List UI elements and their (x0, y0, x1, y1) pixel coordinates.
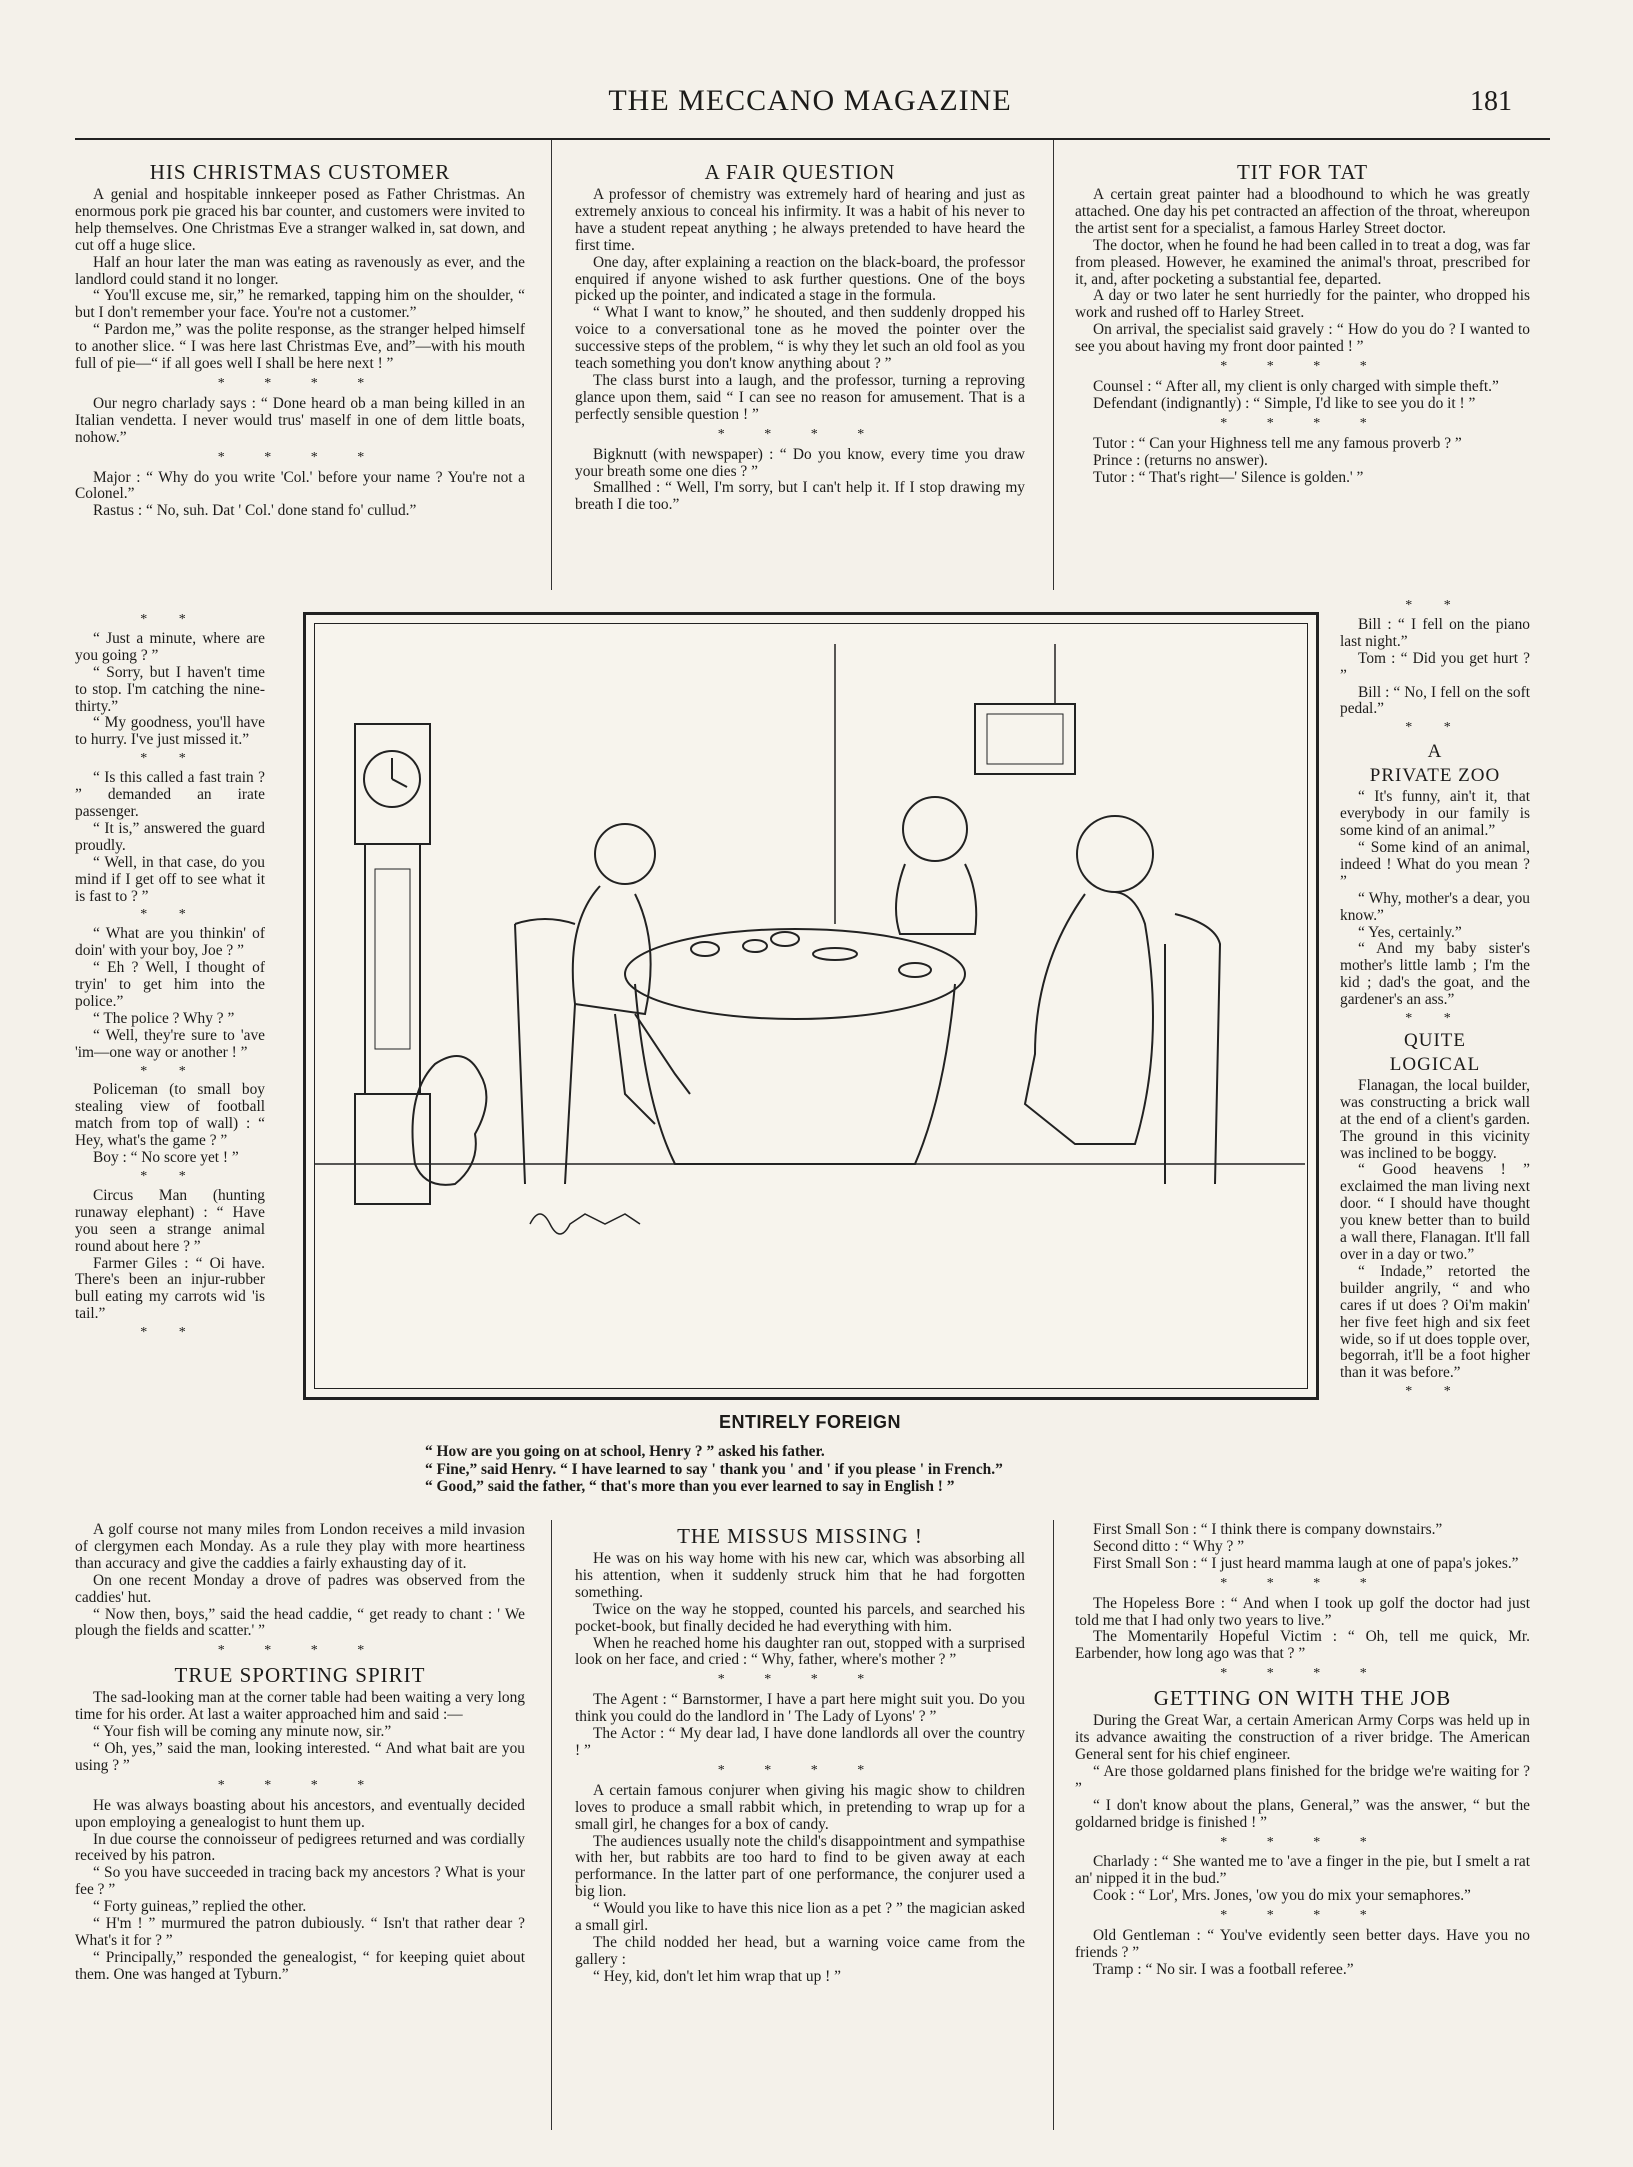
paragraph: Our negro charlady says : “ Done heard ob a man being killed in an Italian vendetta. I never would trus' maself in one of dem little boats, nohow.” (75, 394, 525, 446)
paragraph: He was on his way home with his new car, which was absorbing all his attention, when it suddenly struck him that he had forgotten something. (575, 1550, 1025, 1601)
article-his-christmas-customer (75, 160, 525, 520)
paragraph: “ Well, in that case, do you mind if I get off to see what it is fast to ? ” (75, 853, 265, 905)
paragraph: When he reached home his daughter ran out, stopped with a surprised look on her face, and cried : “ Why, father, where's mother ? ” (575, 1634, 1025, 1669)
paragraph: The sad-looking man at the corner table had been waiting a very long time for his order. At last a waiter approached him and said :— (75, 1689, 525, 1724)
paragraph: Smallhed : “ Well, I'm sorry, but I can't help it. If I stop drawing my breath I die too.” (575, 479, 1025, 514)
paragraph: One day, after explaining a reaction on the black-board, the professor enquired if anyone wished to ask further questions. One of the boys picked up the pointer, and indicated a stage in the formula. (575, 253, 1025, 305)
cartoon-frame (314, 623, 1308, 1389)
article-title: TIT FOR TAT (1236, 160, 1369, 184)
paragraph: Second ditto : “ Why ? ” (1093, 1537, 1245, 1555)
paragraph: A professor of chemistry was extremely hard of hearing and just as extremely anxious to conceal his infirmity. It was a habit of his never to have a student repeat anything ; he always pretended to have heard the first time. (575, 186, 1025, 254)
column-divider (1053, 140, 1054, 590)
paragraph: He was always boasting about his ancestors, and eventually decided upon employing a genealogist to hunt them up. (75, 1796, 525, 1831)
separator-stars: * * (1405, 720, 1465, 736)
paragraph: “ Why, mother's a dear, you know.” (1340, 889, 1530, 924)
separator-stars: * * (140, 612, 200, 627)
paragraph: In due course the connoisseur of pedigrees returned and was cordially received by his patron. (75, 1830, 525, 1865)
paragraph: “ Forty guineas,” replied the other. (93, 1898, 307, 1916)
separator-stars: * * * * (1220, 1834, 1385, 1850)
paragraph: A day or two later he sent hurriedly for the painter, who dropped his work and rushed off to Harley Street. (1075, 287, 1530, 322)
paragraph: Farmer Giles : “ Oi have. There's been an injur-rubber bull eating my carrots wid 'is tail.” (75, 1254, 265, 1323)
paragraph: First Small Son : “ I think there is company downstairs.” (1093, 1521, 1443, 1538)
paragraph: Boy : “ No score yet ! ” (93, 1149, 239, 1167)
paragraph: Tutor : “ That's right—' Silence is golden.' ” (1093, 468, 1364, 486)
column-divider (551, 1520, 552, 2130)
article-title-line: A (1427, 741, 1443, 763)
paragraph: Charlady : “ She wanted me to 'ave a finger in the pie, but I smelt a rat an' nipped it in the bud.” (1075, 1853, 1530, 1888)
paragraph: Bill : “ No, I fell on the soft pedal.” (1340, 683, 1530, 718)
paragraph: Counsel : “ After all, my client is only charged with simple theft.” (1093, 377, 1499, 395)
caption-line: “ Good,” said the father, “ that's more than you ever learned to say in English ! ” (425, 1478, 955, 1495)
paragraph: Half an hour later the man was eating as ravenously as ever, and the landlord could stand it no longer. (75, 253, 525, 288)
separator-stars: * * * * (217, 1643, 383, 1659)
magazine-title: THE MECCANO MAGAZINE (608, 84, 1012, 117)
paragraph: “ Just a minute, where are you going ? ” (75, 629, 265, 664)
paragraph: Major : “ Why do you write 'Col.' before your name ? You're not a Colonel.” (75, 468, 525, 503)
paragraph: The Hopeless Bore : “ And when I took up golf the doctor had just told me that I had only two years to live.” (1075, 1594, 1530, 1629)
paragraph: During the Great War, a certain American Army Corps was held up in its advance awaiting the construction of a river bridge. The American General sent for his chief engineer. (1075, 1712, 1530, 1763)
right-sidebar-jokes (1340, 596, 1530, 1403)
bottom-column-3 (1075, 1522, 1530, 1979)
paragraph: A genial and hospitable innkeeper posed as Father Christmas. An enormous pork pie graced his bar counter, and customers were invited to help themselves. One Christmas Eve a stranger walked in, sat down, and cut off a huge slice. (75, 186, 525, 254)
paragraph: The child nodded her head, but a warning voice came from the gallery : (575, 1933, 1025, 1968)
paragraph: “ So you have succeeded in tracing back my ancestors ? What is your fee ? ” (75, 1864, 525, 1899)
separator-stars: * * * * (1220, 359, 1385, 375)
separator-stars: * * (140, 907, 200, 923)
paragraph: “ Good heavens ! ” exclaimed the man living next door. “ I should have thought you knew better than to build a wall there, Flanagan. It'll fall over in a day or two.” (1340, 1161, 1530, 1263)
article-title: TRUE SPORTING SPIRIT (174, 1663, 426, 1688)
caption-line: “ How are you going on at school, Henry ? ” asked his father. (425, 1443, 825, 1460)
paragraph: On arrival, the specialist said gravely : “ How do you do ? I wanted to see you about having my front door painted ! ” (1075, 321, 1530, 356)
paragraph: Old Gentleman : “ You've evidently seen better days. Have you no friends ? ” (1075, 1927, 1530, 1961)
separator-stars: * * (1405, 1384, 1465, 1400)
paragraph: Policeman (to small boy stealing view of football match from top of wall) : “ Hey, what's the game ? ” (75, 1081, 265, 1150)
paragraph: On one recent Monday a drove of padres was observed from the caddies' hut. (75, 1571, 525, 1606)
separator-stars: * * (140, 1169, 200, 1184)
cartoon-illustration (303, 612, 1319, 1400)
separator-stars: * * * * (1220, 1908, 1385, 1924)
separator-stars: * * * * (217, 375, 383, 391)
paragraph: “ What I want to know,” he shouted, and then suddenly dropped his voice to a conversational tone as he moved the pointer over the successive steps of the problem, “ is why they let such an old fool as you teach something you don't know anything about ? ” (575, 304, 1025, 373)
bottom-column-1 (75, 1522, 525, 1984)
paragraph: Bill : “ I fell on the piano last night.” (1340, 615, 1530, 650)
paragraph: “ And my baby sister's mother's little lamb ; I'm the kid ; dad's the goat, and the gardener's an ass.” (1340, 940, 1530, 1009)
page-number: 181 (1470, 86, 1512, 117)
paragraph: “ I don't know about the plans, General,” was the answer, “ but the goldarned bridge is finished ! ” (1075, 1796, 1530, 1831)
separator-stars: * * (1405, 1011, 1465, 1027)
paragraph: “ Hey, kid, don't let him wrap that up ! ” (593, 1967, 841, 1985)
paragraph: Cook : “ Lor', Mrs. Jones, 'ow you do mix your semaphores.” (1093, 1887, 1471, 1905)
paragraph: The audiences usually note the child's disappointment and sympathise with her, but rabbits are too hard to find to be given away at each performance. In the latter part of one performance, the conjurer used a big lion. (575, 1832, 1025, 1901)
paragraph: The doctor, when he found he had been called in to treat a dog, was far from pleased. However, he examined the animal's throat, prescribed for it, and, after pocketing a substantial fee, departed. (1075, 236, 1530, 288)
paragraph: The Agent : “ Barnstormer, I have a part here might suit you. Do you think you could do the landlord in ' The Lady of Lyons' ? ” (575, 1691, 1025, 1726)
separator-stars: * * * * (717, 1672, 883, 1688)
paragraph: Tutor : “ Can your Highness tell me any famous proverb ? ” (1093, 434, 1462, 452)
paragraph: Twice on the way he stopped, counted his parcels, and searched his pocket-book, but finally decided he had everything with him. (575, 1600, 1025, 1635)
paragraph: “ Your fish will be coming any minute now, sir.” (93, 1723, 392, 1741)
paragraph: The class burst into a laugh, and the professor, turning a reproving glance upon them, said “ I can see no reason for amusement. That is a perfectly sensible question ! ” (575, 371, 1025, 423)
paragraph: “ Some kind of an animal, indeed ! What do you mean ? ” (1340, 838, 1530, 890)
article-title: PRIVATE ZOO (1369, 765, 1501, 787)
separator-stars: * * (140, 1063, 200, 1079)
separator-stars: * * * * (1220, 1666, 1385, 1682)
column-divider (551, 140, 552, 590)
paragraph: Tramp : “ No sir. I was a football referee.” (1093, 1960, 1354, 1978)
paragraph: The Actor : “ My dear lad, I have done landlords all over the country ! ” (575, 1725, 1025, 1759)
paragraph: “ It's funny, ain't it, that everybody in our family is some kind of an animal.” (1340, 788, 1530, 840)
paragraph: Bigknutt (with newspaper) : “ Do you know, every time you draw your breath some one dies ? ” (575, 445, 1025, 480)
caption-line: “ Fine,” said Henry. “ I have learned to say ' thank you ' and ' if you please ' in French.” (425, 1460, 1003, 1478)
article-title: THE MISSUS MISSING ! (677, 1524, 923, 1548)
separator-stars: * * * * (1220, 1575, 1385, 1591)
bottom-column-2 (575, 1524, 1025, 1986)
article-title: HIS CHRISTMAS CUSTOMER (149, 160, 451, 184)
paragraph: “ My goodness, you'll have to hurry. I've just missed it.” (75, 714, 265, 749)
cartoon-caption (425, 1443, 1185, 1496)
separator-stars: * * * * (217, 1777, 383, 1793)
paragraph: “ H'm ! ” murmured the patron dubiously. “ Isn't that rather dear ? What's it for ? ” (75, 1915, 525, 1949)
article-a-fair-question (575, 160, 1025, 514)
paragraph: “ Well, they're sure to 'ave 'im—one way or another ! ” (75, 1026, 265, 1061)
paragraph: “ Principally,” responded the genealogist, “ for keeping quiet about them. One was hanged at Tyburn.” (75, 1948, 525, 1983)
paragraph: “ Now then, boys,” said the head caddie, “ get ready to chant : ' We plough the fields and scatter.' ” (75, 1605, 525, 1640)
paragraph: “ Oh, yes,” said the man, looking interested. “ And what bait are you using ? ” (75, 1739, 525, 1774)
article-tit-for-tat (1075, 160, 1530, 486)
paragraph: A golf course not many miles from London receives a mild invasion of clergymen each Monday. As a rule they play with more heartiness than accuracy and give the caddies a fairly exhausting day of it. (75, 1521, 525, 1572)
dining-scene-drawing (315, 624, 1305, 1386)
paragraph: Circus Man (hunting runaway elephant) : “ Have you seen a strange animal round about here ? ” (75, 1186, 265, 1255)
left-sidebar-jokes (75, 610, 265, 1344)
column-divider (1053, 1520, 1054, 2130)
article-title: GETTING ON WITH THE JOB (1153, 1686, 1452, 1711)
article-title: LOGICAL (1389, 1053, 1481, 1075)
separator-stars: * * (1405, 598, 1465, 613)
paragraph: A certain famous conjurer when giving his magic show to children loves to produce a small rabbit which, in pretending to wrap up for a small girl, he changes for a box of candy. (575, 1781, 1025, 1833)
paragraph: “ The police ? Why ? ” (93, 1009, 235, 1027)
paragraph: First Small Son : “ I just heard mamma laugh at one of papa's jokes.” (1093, 1554, 1519, 1572)
paragraph: “ Would you like to have this nice lion as a pet ? ” the magician asked a small girl. (575, 1900, 1025, 1935)
paragraph: “ Yes, certainly.” (1358, 923, 1462, 941)
paragraph: The Momentarily Hopeful Victim : “ Oh, tell me quick, Mr. Earbender, how long ago was that ? ” (1075, 1628, 1530, 1663)
separator-stars: * * * * (717, 1762, 883, 1778)
paragraph: Rastus : “ No, suh. Dat ' Col.' done stand fo' cullud.” (93, 502, 417, 520)
article-title: A FAIR QUESTION (704, 160, 896, 184)
paragraph: Tom : “ Did you get hurt ? ” (1340, 649, 1530, 684)
article-title-line: QUITE (1404, 1029, 1466, 1051)
separator-stars: * * (140, 1325, 200, 1341)
paragraph: “ Eh ? Well, I thought of tryin' to get him into the police.” (75, 959, 265, 1010)
paragraph: “ Indade,” retorted the builder angrily, “ and who cares if ut does ? Oi'm makin' her five feet high and six feet wide, so if ut does topple over, begorrah, it'll be a foot higher than it was before.” (1340, 1262, 1530, 1382)
paragraph: “ Is this called a fast train ? ” demanded an irate passenger. (75, 769, 265, 820)
paragraph: A certain great painter had a bloodhound to which he was greatly attached. One day his pet contracted an affection of the throat, whereupon the artist sent for a specialist, a famous Harley Street doctor. (1075, 186, 1530, 237)
paragraph: “ You'll excuse me, sir,” he remarked, tapping him on the shoulder, “ but I don't remember your face. You're not a customer.” (75, 287, 525, 322)
paragraph: Defendant (indignantly) : “ Simple, I'd like to see you do it ! ” (1093, 394, 1476, 412)
separator-stars: * * (140, 751, 200, 767)
paragraph: “ Sorry, but I haven't time to stop. I'm catching the nine-thirty.” (75, 663, 265, 715)
paragraph: “ What are you thinkin' of doin' with your boy, Joe ? ” (75, 925, 265, 960)
paragraph: Flanagan, the local builder, was constructing a brick wall at the end of a client's garden. The ground in this vicinity was inclined to be boggy. (1340, 1076, 1530, 1162)
separator-stars: * * * * (1220, 415, 1385, 431)
paragraph: “ Are those goldarned plans finished for the bridge we're waiting for ? ” (1075, 1762, 1530, 1797)
paragraph: “ Pardon me,” was the polite response, as the stranger helped himself to another slice. “ I was here last Christmas Eve, and”—with his mouth full of pie—“ if all goes well I shall be here next ! ” (75, 321, 525, 373)
paragraph: Prince : (returns no answer). (1093, 451, 1268, 469)
cartoon-caption-title: ENTIRELY FOREIGN (718, 1412, 902, 1432)
separator-stars: * * * * (217, 449, 383, 465)
paragraph: “ It is,” answered the guard proudly. (75, 819, 265, 854)
header-rule (75, 138, 1550, 140)
separator-stars: * * * * (717, 426, 883, 442)
